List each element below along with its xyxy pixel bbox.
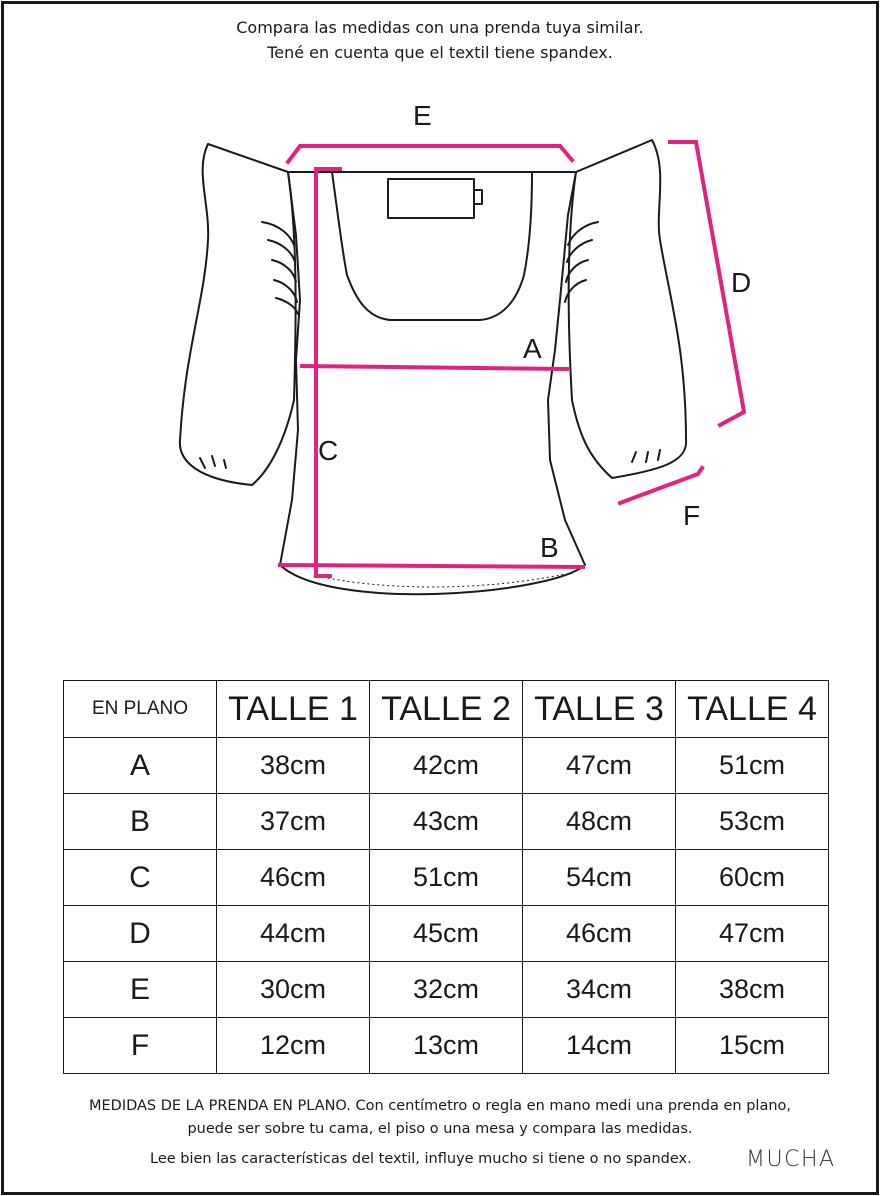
table-cell: 15cm (676, 1018, 829, 1074)
table-cell: 38cm (676, 962, 829, 1018)
size-header: TALLE 1 (217, 681, 370, 738)
footer-line-3: Lee bien las características del textil, influye mucho si tiene o no spandex. (150, 1151, 692, 1167)
table-cell: 47cm (523, 738, 676, 794)
row-label: F (64, 1018, 217, 1074)
measure-label-f: F (683, 500, 701, 531)
size-table (63, 680, 829, 1074)
garment-body-outline (280, 172, 585, 594)
garment-label (388, 179, 474, 218)
table-row (64, 738, 829, 794)
row-label: C (64, 850, 217, 906)
table-corner-label: EN PLANO (64, 681, 217, 738)
table-row (64, 906, 829, 962)
measure-label-b: B (540, 532, 559, 563)
table-cell: 30cm (217, 962, 370, 1018)
table-cell: 53cm (676, 794, 829, 850)
table-cell: 48cm (523, 794, 676, 850)
table-row (64, 794, 829, 850)
table-cell: 60cm (676, 850, 829, 906)
garment-right-sleeve (569, 140, 686, 478)
table-cell: 34cm (523, 962, 676, 1018)
row-label: B (64, 794, 217, 850)
measure-label-d: D (731, 267, 752, 298)
table-cell: 43cm (370, 794, 523, 850)
row-label: E (64, 962, 217, 1018)
table-cell: 45cm (370, 906, 523, 962)
table-cell: 54cm (523, 850, 676, 906)
measure-line-b (280, 565, 583, 567)
footer-line-2: puede ser sobre tu cama, el piso o una mesa y compara las medidas. (187, 1121, 693, 1137)
table-cell: 51cm (370, 850, 523, 906)
table-row (64, 1018, 829, 1074)
size-header: TALLE 3 (523, 681, 676, 738)
table-cell: 13cm (370, 1018, 523, 1074)
table-cell: 37cm (217, 794, 370, 850)
table-cell: 46cm (523, 906, 676, 962)
measure-line-e (288, 146, 572, 162)
garment-diagram (0, 90, 880, 630)
measure-label-a: A (523, 333, 542, 364)
size-table-header-row (64, 681, 829, 738)
table-cell: 47cm (676, 906, 829, 962)
table-cell: 32cm (370, 962, 523, 1018)
row-label: A (64, 738, 217, 794)
measure-label-e: E (413, 100, 432, 131)
row-label: D (64, 906, 217, 962)
measure-line-a (302, 366, 567, 369)
table-cell: 51cm (676, 738, 829, 794)
garment-left-sleeve (180, 144, 296, 485)
table-cell: 12cm (217, 1018, 370, 1074)
garment-neckline (332, 172, 532, 320)
table-row (64, 962, 829, 1018)
table-cell: 42cm (370, 738, 523, 794)
table-cell: 44cm (217, 906, 370, 962)
brand-logo: MUCHA (746, 1147, 836, 1172)
table-cell: 38cm (217, 738, 370, 794)
footer-line-1: MEDIDAS DE LA PRENDA EN PLANO. Con centímetro o regla en mano medi una prenda en plano, (88, 1098, 792, 1114)
size-header: TALLE 2 (370, 681, 523, 738)
measure-label-c: C (318, 435, 339, 466)
measure-line-c (316, 169, 340, 576)
intro-line-1: Compara las medidas con una prenda tuya similar. (236, 18, 644, 37)
size-header: TALLE 4 (676, 681, 829, 738)
table-cell: 46cm (217, 850, 370, 906)
table-cell: 14cm (523, 1018, 676, 1074)
measure-line-f (620, 468, 702, 503)
table-row (64, 850, 829, 906)
intro-line-2: Tené en cuenta que el textil tiene spandex. (267, 43, 613, 62)
